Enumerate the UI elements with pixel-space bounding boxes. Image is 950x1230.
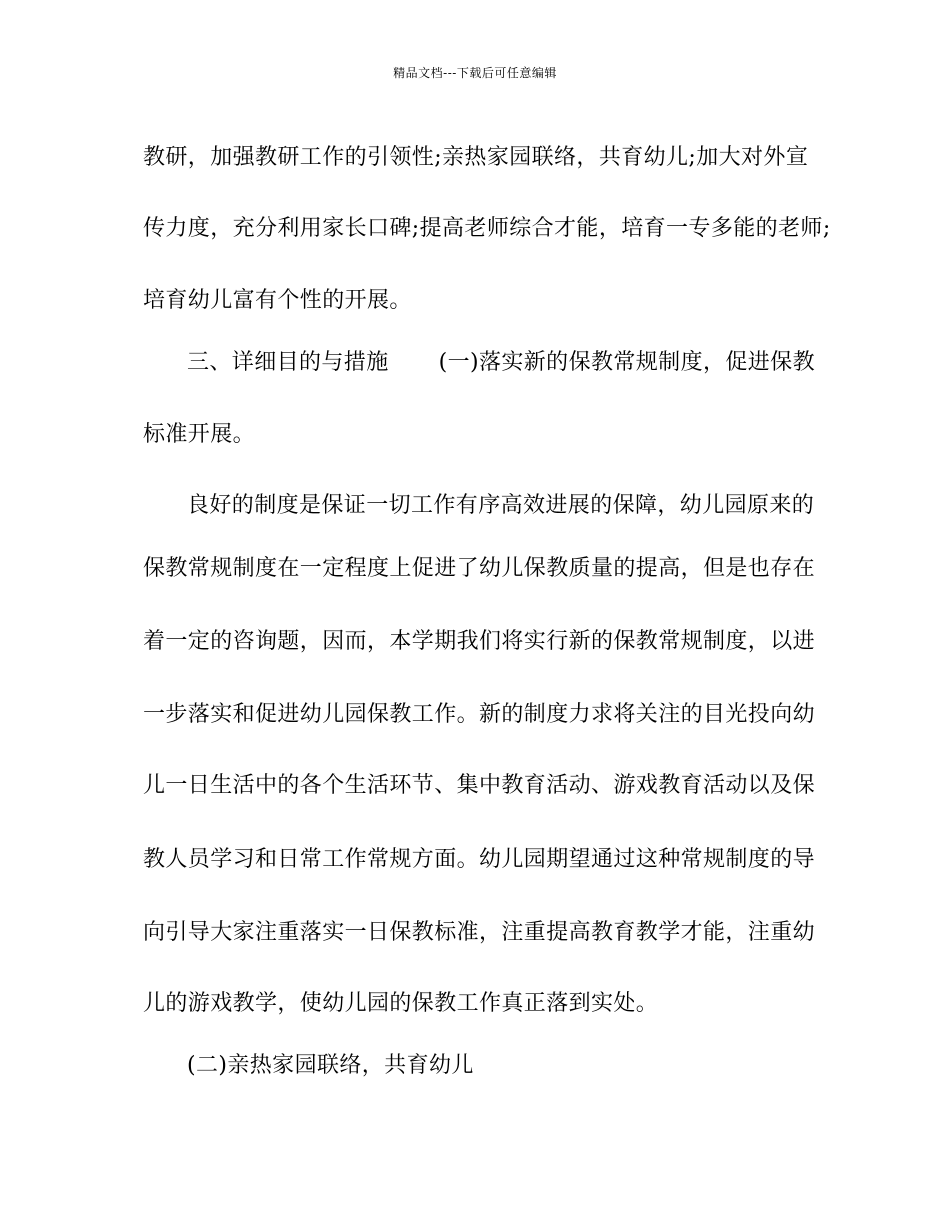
subsection-heading: (一)落实新的保教常规制度，促进保教 [438, 350, 815, 375]
paragraph-line: 儿一日生活中的各个生活环节、集中教育活动、游戏教育活动以及保 [143, 773, 816, 798]
section-heading: 三、详细目的与措施 [187, 350, 389, 375]
paragraph-line: 着一定的咨询题，因而，本学期我们将实行新的保教常规制度，以进 [143, 629, 816, 654]
paragraph-line: 一步落实和促进幼儿园保教工作。新的制度力求将关注的目光投向幼 [143, 702, 816, 727]
subsection-heading: (二)亲热家园联络，共育幼儿 [187, 1053, 474, 1078]
paragraph-line: 培育幼儿富有个性的开展。 [143, 288, 412, 313]
page-header: 精品文档---下载后可任意编辑 [393, 66, 557, 80]
paragraph-line: 教研，加强教研工作的引领性;亲热家园联络，共育幼儿;加大对外宣 [143, 145, 809, 170]
paragraph-line: 保教常规制度在一定程度上促进了幼儿保教质量的提高，但是也存在 [143, 556, 816, 581]
paragraph-line: 良好的制度是保证一切工作有序高效进展的保障，幼儿园原来的 [187, 493, 815, 518]
paragraph-line: 教人员学习和日常工作常规方面。幼儿园期望通过这种常规制度的导 [143, 847, 816, 872]
paragraph-line: 标准开展。 [143, 422, 256, 447]
paragraph-line: 儿的游戏教学，使幼儿园的保教工作真正落到实处。 [143, 991, 659, 1016]
section-heading-line [187, 350, 815, 376]
paragraph-line: 传力度，充分利用家长口碑;提高老师综合才能，培育一专多能的老师; [143, 216, 831, 241]
paragraph-line: 向引导大家注重落实一日保教标准，注重提高教育教学才能，注重幼 [143, 920, 816, 945]
